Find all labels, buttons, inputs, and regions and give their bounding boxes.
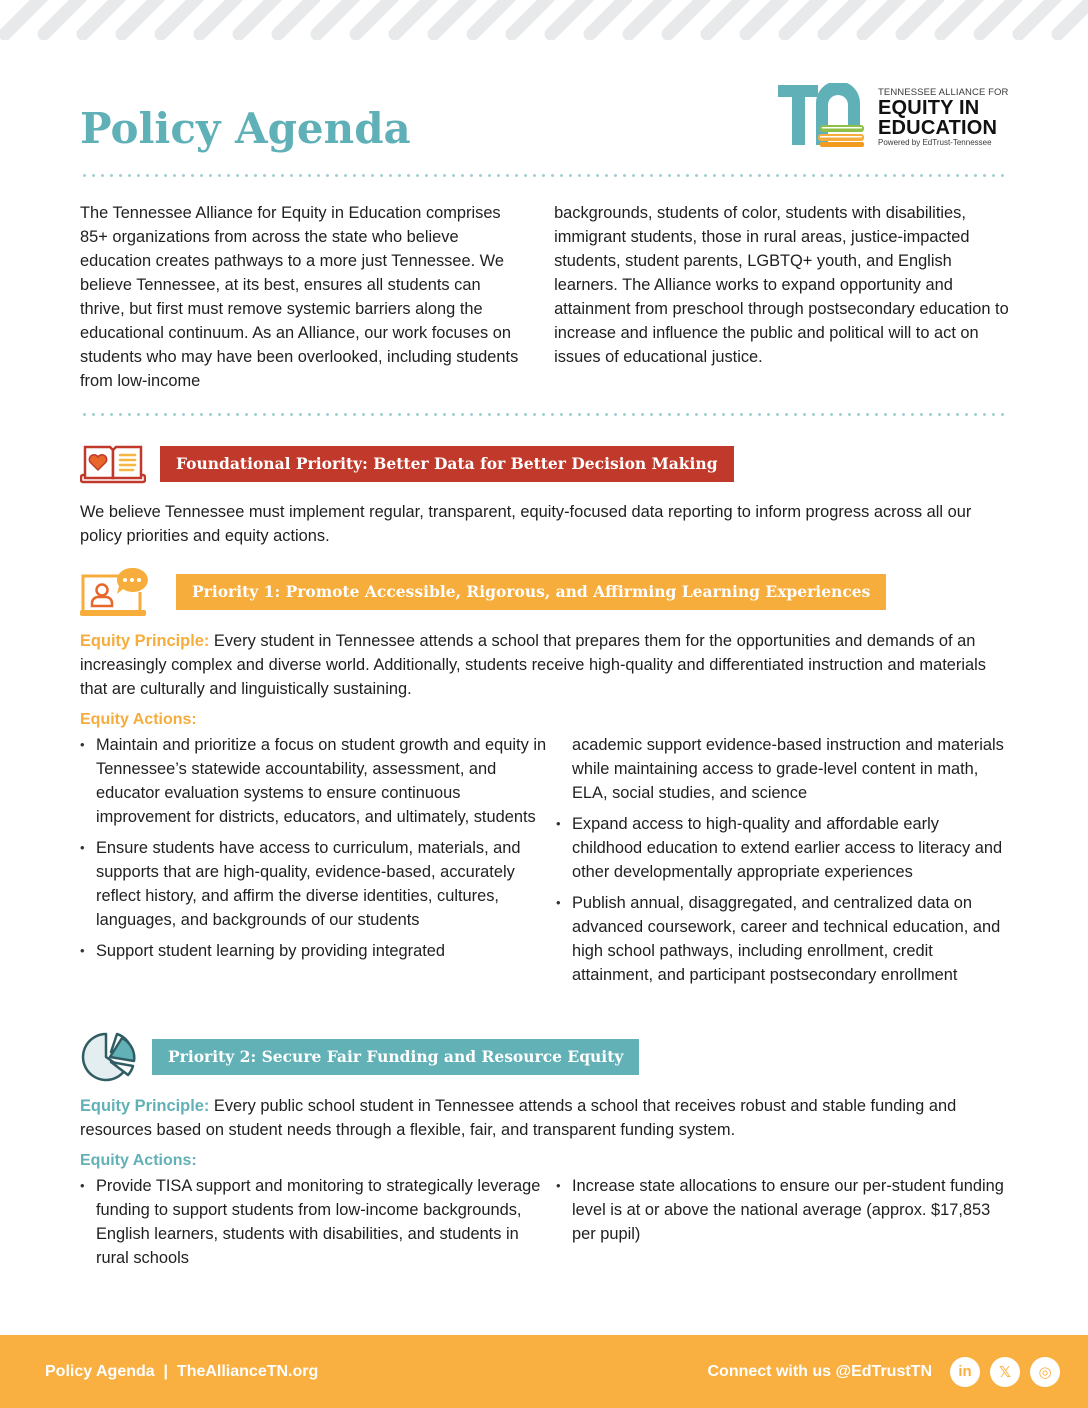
priority-1-header <box>80 566 886 618</box>
action-item-continuation: academic support evidence-based instruction and materials while maintaining access to grade-level content in math, ELA, social studies, and science <box>572 736 1004 802</box>
equity-principle-label: Equity Principle: <box>80 1097 210 1115</box>
priority-1-banner: Priority 1: Promote Accessible, Rigorous, and Affirming Learning Experiences <box>176 574 886 610</box>
alliance-logo <box>778 83 1010 153</box>
linkedin-icon[interactable]: in <box>950 1357 980 1387</box>
equity-actions-label: Equity Actions: <box>80 1152 197 1169</box>
intro-right-column: backgrounds, students of color, students with disabilities, immigrant students, those in rural areas, justice-impacted students, student parents, LGBTQ+ youth, and English learners. The Alliance works to expand opportunity and attainment from preschool through postsecondary education to increase and influence the public and political will to act on issues of educational justice. <box>554 204 1009 366</box>
action-item: • Increase state allocations to ensure our per-student funding level is at or above the national average (approx. $17,853 per pupil) <box>556 1174 1010 1246</box>
page-title: Policy Agenda <box>80 104 411 153</box>
action-item: • Ensure students have access to curriculum, materials, and supports that are high-quality, evidence-based, accurately reflect history, and affirm the diverse identities, cultures, languages, and backgrounds of our students <box>80 836 556 932</box>
equity-principle-label: Equity Principle: <box>80 632 210 650</box>
action-item: • Publish annual, disaggregated, and centralized data on advanced coursework, career and technical education, and high school pathways, including enrollment, credit attainment, and participant postsecondary enrollment <box>556 891 1010 987</box>
footer <box>0 1335 1088 1408</box>
logo-tagline: Powered by EdTrust-Tennessee <box>878 138 992 147</box>
footer-connect-text: Connect with us @EdTrustTN <box>707 1362 932 1380</box>
laptop-chat-person-icon <box>80 566 150 618</box>
dotted-divider <box>80 413 1008 416</box>
dotted-divider <box>80 174 1008 177</box>
equity-principle-text: Every public school student in Tennessee attends a school that receives robust and stable funding and resources based on student needs through a flexible, fair, and transparent funding system. <box>80 1097 957 1139</box>
action-item: • Maintain and prioritize a focus on student growth and equity in Tennessee’s statewide accountability, assessment, and educator evaluation systems to ensure continuous improvement for districts, educators, and ultimately, students <box>80 733 556 829</box>
priority-1-principle <box>80 629 1010 701</box>
action-item: • Support student learning by providing integrated <box>80 939 556 963</box>
foundational-priority-text: We believe Tennessee must implement regular, transparent, equity-focused data reporting to inform progress across all our policy priorities and equity actions. <box>80 503 972 545</box>
logo-line-2: EDUCATION <box>878 117 998 139</box>
priority-1-actions <box>80 733 1010 994</box>
x-icon[interactable]: 𝕏 <box>990 1357 1020 1387</box>
priority-2-header <box>80 1030 639 1084</box>
foundational-priority-header <box>80 444 734 484</box>
action-item: • Provide TISA support and monitoring to strategically leverage funding to support students from low-income backgrounds, English learners, students with disabilities, and students in rural schools <box>80 1174 556 1270</box>
footer-site-link[interactable]: Policy Agenda | TheAllianceTN.org <box>45 1362 319 1380</box>
logo-top-line: TENNESSEE ALLIANCE FOR <box>878 87 1009 98</box>
instagram-icon[interactable]: ◎ <box>1030 1357 1060 1387</box>
logo-line-1: EQUITY IN <box>878 97 980 119</box>
foundational-priority-banner: Foundational Priority: Better Data for Better Decision Making <box>160 446 734 482</box>
action-item: • Expand access to high-quality and affordable early childhood education to extend earlier access to literacy and other developmentally appropriate experiences <box>556 812 1010 884</box>
priority-2-principle <box>80 1094 1010 1142</box>
priority-2-actions <box>80 1174 1010 1277</box>
pie-chart-icon <box>80 1030 138 1084</box>
decorative-stripe-band <box>0 0 1088 40</box>
equity-principle-text: Every student in Tennessee attends a school that prepares them for the opportunities and demands of an increasingly complex and diverse world. Additionally, students receive high-quality and differentiated instruction and materials that are culturally and linguistically sustaining. <box>80 632 986 698</box>
intro-section <box>80 201 1010 393</box>
open-book-heart-icon <box>80 444 146 484</box>
priority-2-banner: Priority 2: Secure Fair Funding and Resource Equity <box>152 1039 639 1075</box>
equity-actions-label: Equity Actions: <box>80 711 197 728</box>
tn-books-logo-icon <box>778 83 868 149</box>
intro-left-column: The Tennessee Alliance for Equity in Education comprises 85+ organizations from across the state who believe education creates pathways to a more just Tennessee. We believe Tennessee, at its best, ensures all students can thrive, but first must remove systemic barriers along the educational continuum. As an Alliance, our work focuses on students who may have been overlooked, including students from low-income <box>80 204 519 390</box>
